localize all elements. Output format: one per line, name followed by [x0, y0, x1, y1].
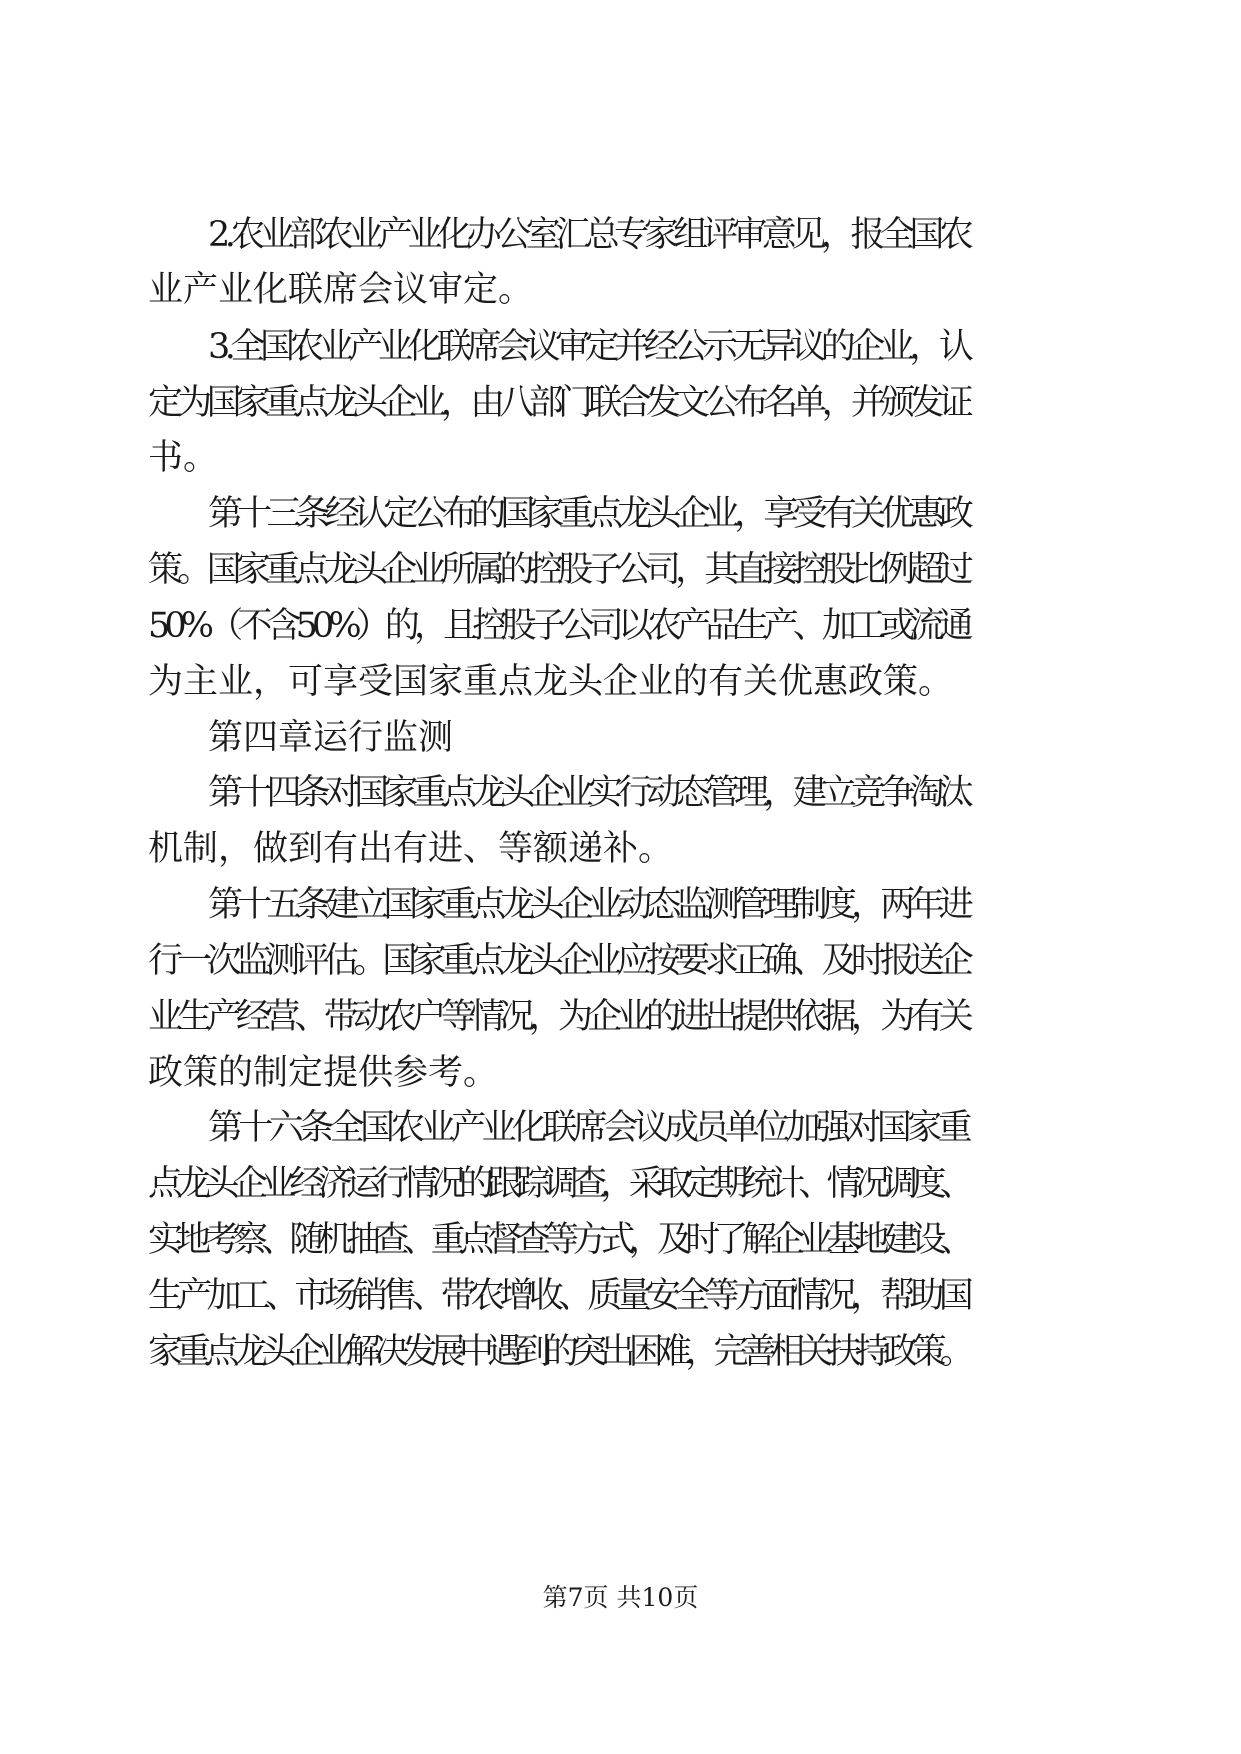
text-line: 第十五条建立国家重点龙头企业动态监测管理制度，两年进 [208, 885, 969, 925]
text-line: 第十六条全国农业产业化联席会议成员单位加强对国家重 [208, 1108, 969, 1148]
page-footer: 第7页 共10页 [542, 1583, 699, 1612]
text-line: 2.农业部农业产业化办公室汇总专家组评审意见，报全国农 [208, 215, 969, 255]
text-line: 3.全国农业产业化联席会议审定并经公示无异议的企业，认 [208, 327, 969, 367]
text-line: 机制，做到有出有进、等额递补。 [148, 829, 674, 869]
text-line: 实地考察、随机抽查、重点督查等方式，及时了解企业基地建设、 [148, 1220, 969, 1260]
text-line: 第十四条对国家重点龙头企业实行动态管理，建立竞争淘汰 [208, 773, 969, 813]
text-line: 50%（不含50%）的，且控股子公司以农产品生产、加工或流通 [148, 606, 968, 646]
chapter-heading: 第四章运行监测 [208, 718, 454, 758]
text-line: 家重点龙头企业解决发展中遇到的突出困难，完善相关扶持政策。 [148, 1332, 969, 1372]
text-line: 行一次监测评估。国家重点龙头企业应按要求正确、及时报送企 [148, 941, 969, 981]
text-line: 定为国家重点龙头企业，由八部门联合发文公布名单，并颁发证 [148, 383, 969, 423]
text-line: 业生产经营、带动农户等情况，为企业的进出提供依据，为有关 [148, 997, 969, 1037]
text-line: 政策的制定提供参考。 [148, 1053, 499, 1093]
text-line: 第十三条经认定公布的国家重点龙头企业，享受有关优惠政 [208, 494, 969, 534]
text-line: 业产业化联席会议审定。 [148, 270, 534, 310]
text-line: 书。 [148, 438, 219, 478]
text-line: 为主业，可享受国家重点龙头企业的有关优惠政策。 [148, 662, 954, 702]
text-line: 点龙头企业经济运行情况的跟踪调查，采取定期统计、情况调度、 [148, 1164, 969, 1204]
text-line: 生产加工、市场销售、带农增收、质量安全等方面情况，帮助国 [148, 1276, 969, 1316]
text-line: 策。国家重点龙头企业所属的控股子公司，其直接控股比例超过 [148, 550, 969, 590]
